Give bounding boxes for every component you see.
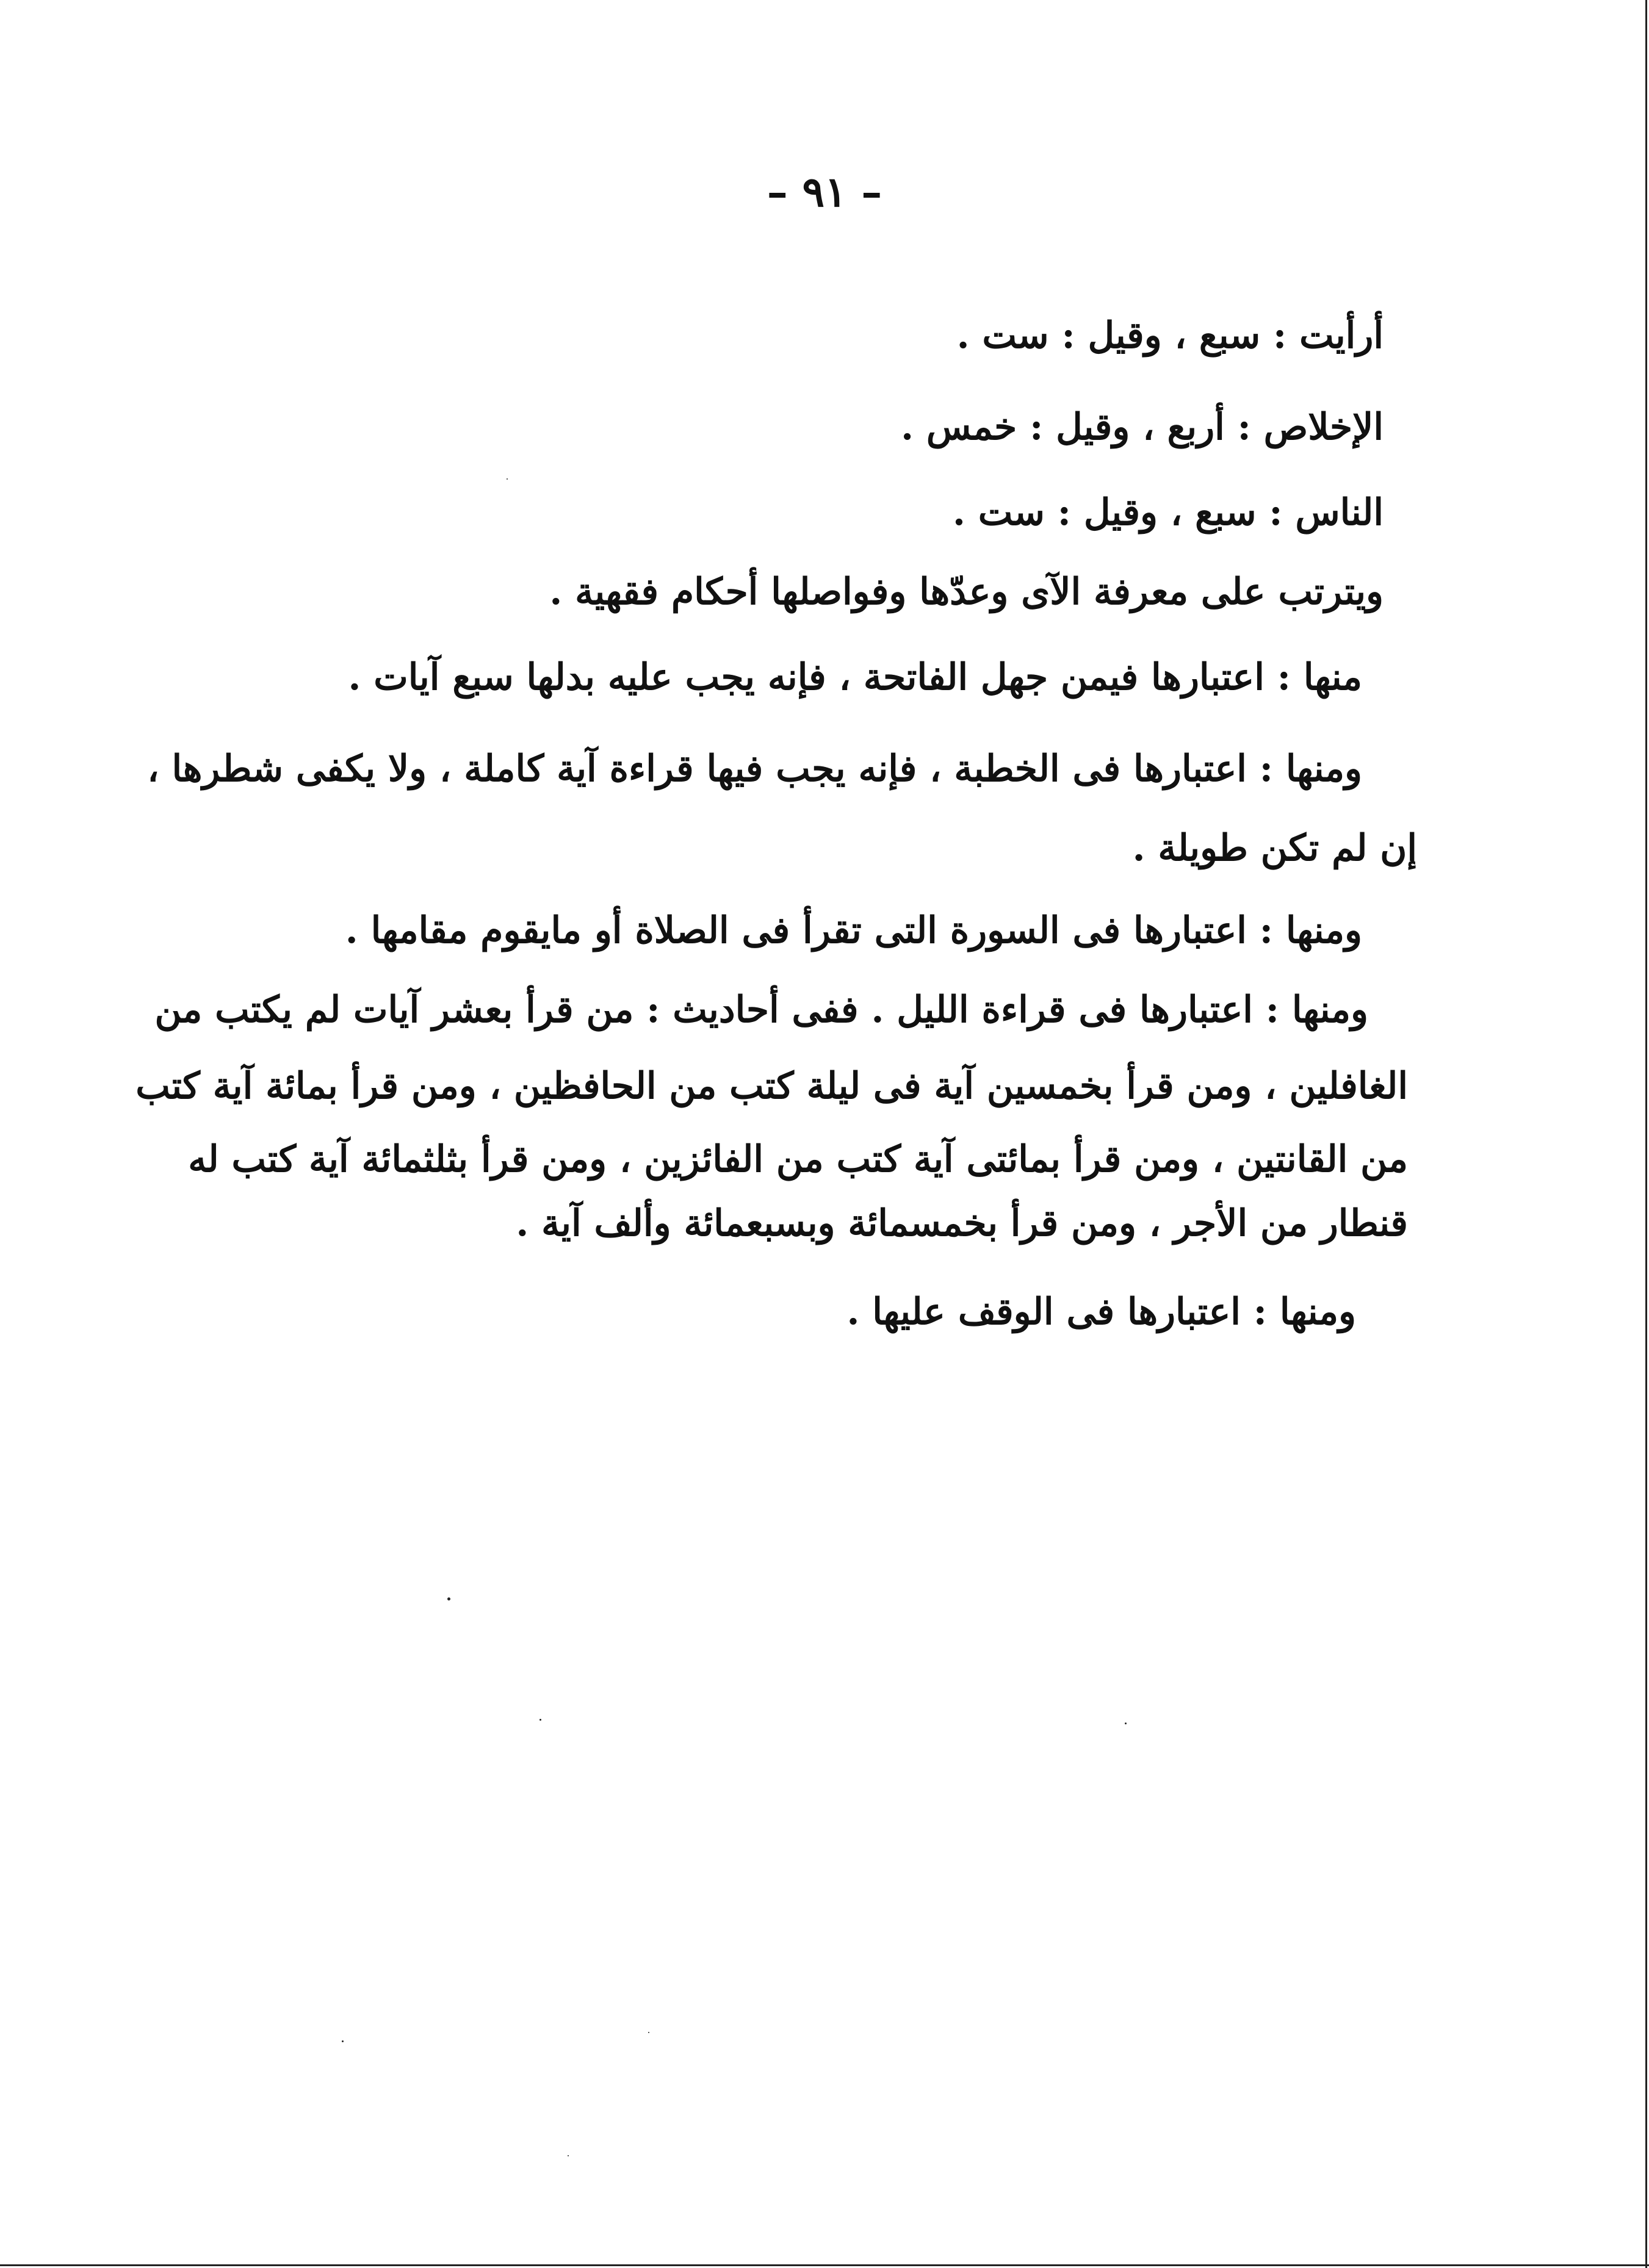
text-line-ikhlas: الإخلاص : أربع ، وقيل : خمس .	[901, 406, 1384, 448]
scan-border-right	[1645, 0, 1647, 2268]
scan-speck	[342, 2040, 344, 2042]
text-line-arayta: أرأيت : سبع ، وقيل : ست .	[956, 314, 1384, 357]
scan-speck	[568, 2155, 569, 2156]
text-line-qintar: قنطار من الأجر ، ومن قرأ بخمسمائة وبسبعمائة وألف آية .	[516, 1202, 1408, 1245]
scan-speck	[447, 1597, 450, 1600]
text-line-sura: ومنها : اعتبارها فى السورة التى تقرأ فى الصلاة أو مايقوم مقامها .	[345, 909, 1362, 952]
scan-speck	[507, 478, 508, 480]
text-line-qanitin: من القانتين ، ومن قرأ بمائتى آية كتب من الفائزين ، ومن قرأ بثلثمائة آية كتب له	[188, 1138, 1408, 1181]
page-number: – ٩١ –	[767, 168, 882, 217]
scan-speck	[1125, 1723, 1127, 1724]
text-line-ghafilin: الغافلين ، ومن قرأ بخمسين آية فى ليلة كتب من الحافظين ، ومن قرأ بمائة آية كتب	[135, 1065, 1408, 1107]
text-line-ahkam-intro: ويترتب على معرفة الآى وعدّها وفواصلها أحكام فقهية .	[549, 571, 1384, 613]
text-line-nas: الناس : سبع ، وقيل : ست .	[952, 491, 1384, 534]
text-line-fatiha: منها : اعتبارها فيمن جهل الفاتحة ، فإنه يجب عليه بدلها سبع آيات .	[348, 656, 1362, 699]
text-line-layl: ومنها : اعتبارها فى قراءة الليل . ففى أحاديث : من قرأ بعشر آيات لم يكتب من	[154, 988, 1368, 1031]
text-line-khutba: ومنها : اعتبارها فى الخطبة ، فإنه يجب فيها قراءة آية كاملة ، ولا يكفى شطرها ،	[147, 747, 1362, 790]
text-line-waqf: ومنها : اعتبارها فى الوقف عليها .	[846, 1291, 1356, 1333]
text-line-khutba-cont: إن لم تكن طويلة .	[1132, 827, 1417, 869]
scan-speck	[539, 1719, 541, 1721]
scan-border-bottom	[0, 2264, 1649, 2266]
scan-speck	[648, 2032, 649, 2033]
